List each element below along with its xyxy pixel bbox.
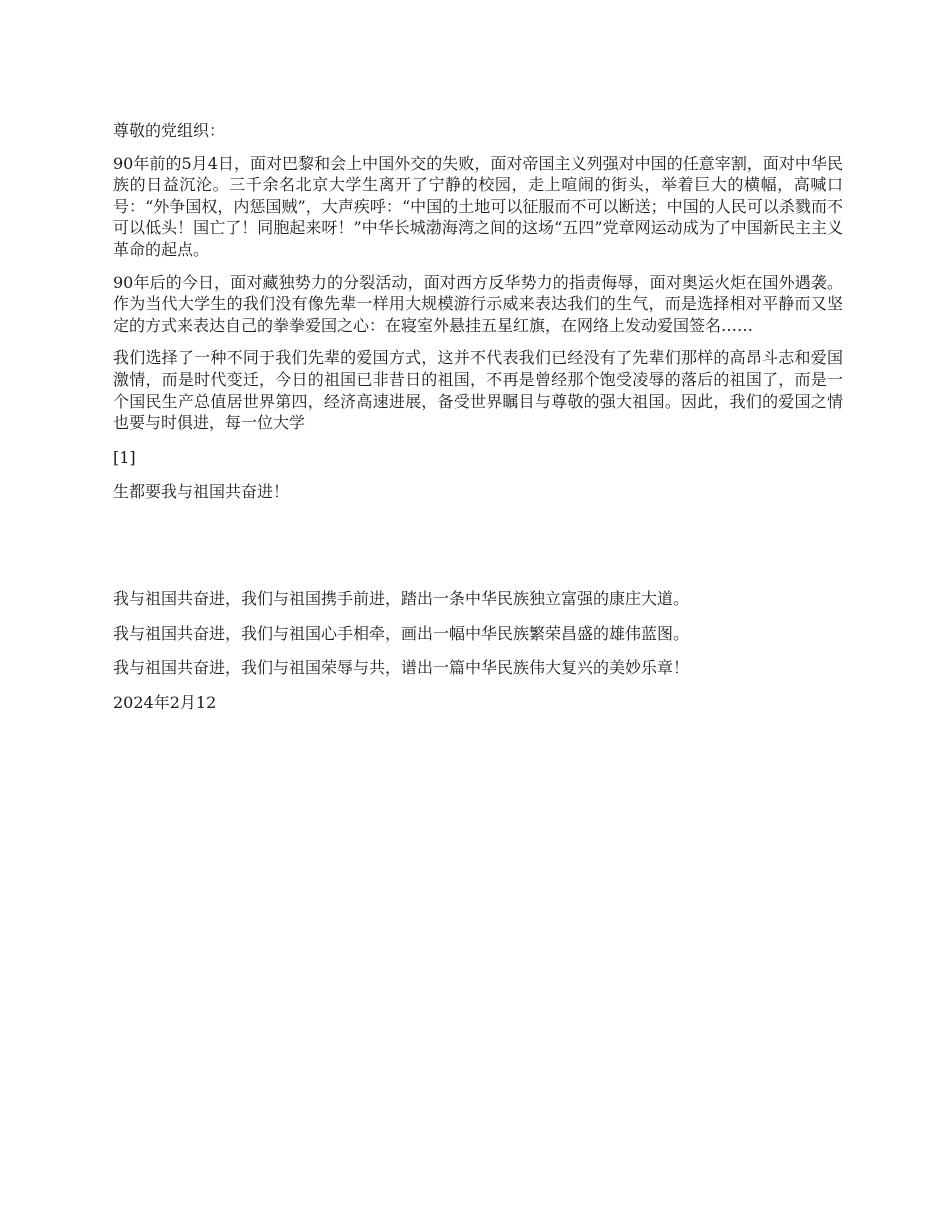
paragraph-continuation: 生都要我与祖国共奋进！ (113, 482, 290, 502)
salutation: 尊敬的党组织： (113, 121, 226, 140)
footnote-marker: [1] (113, 447, 136, 467)
closing-line: 我与祖国共奋进，我们与祖国心手相牵，画出一幅中华民族繁荣昌盛的雄伟蓝图。 (113, 623, 690, 643)
paragraph-may-fourth: 90年前的5月4日，面对巴黎和会上中国外交的失败，面对帝国主义列强对中国的任意宰割，面对中华民族的日益沉沦。三千余名北京大学生离开了宁静的校园，走上喧闹的街头，举着巨大的横幅，高喊口号：“外争国权，内惩国贼”，大声疾呼：“中国的土地可以征服而不可以断送；中国的人民可以杀戮而不可以低头！国亡了！同胞起来呀！”中华长城渤海湾之间的这场“五四”党章网运动成为了中国新民主主义革命的起点。 (113, 153, 843, 259)
paragraph-ninety-years-later: 90年后的今日，面对藏独势力的分裂活动，面对西方反华势力的指责侮辱，面对奥运火炬在国外遇袭。作为当代大学生的我们没有像先辈一样用大规模游行示威来表达我们的生气，而是选择相对平静而又坚定的方式来表达自己的拳拳爱国之心：在寝室外悬挂五星红旗，在网络上发动爱国签名…… (113, 272, 843, 335)
paragraph-patriotism-style: 我们选择了一种不同于我们先辈的爱国方式，这并不代表我们已经没有了先辈们那样的高昂斗志和爱国激情，而是时代变迁，今日的祖国已非昔日的祖国，不再是曾经那个饱受凌辱的落后的祖国了，而是一个国民生产总值居世界第四，经济高速进展，备受世界瞩目与尊敬的强大祖国。因此，我们的爱国之情也要与时俱进，每一位大学 (113, 348, 843, 433)
closing-line: 我与祖国共奋进，我们与祖国携手前进，踏出一条中华民族独立富强的康庄大道。 (113, 588, 690, 608)
document-date: 2024年2月12 (113, 692, 217, 712)
closing-line: 我与祖国共奋进，我们与祖国荣辱与共，谱出一篇中华民族伟大复兴的美妙乐章！ (113, 658, 690, 678)
document-page (113, 120, 843, 713)
